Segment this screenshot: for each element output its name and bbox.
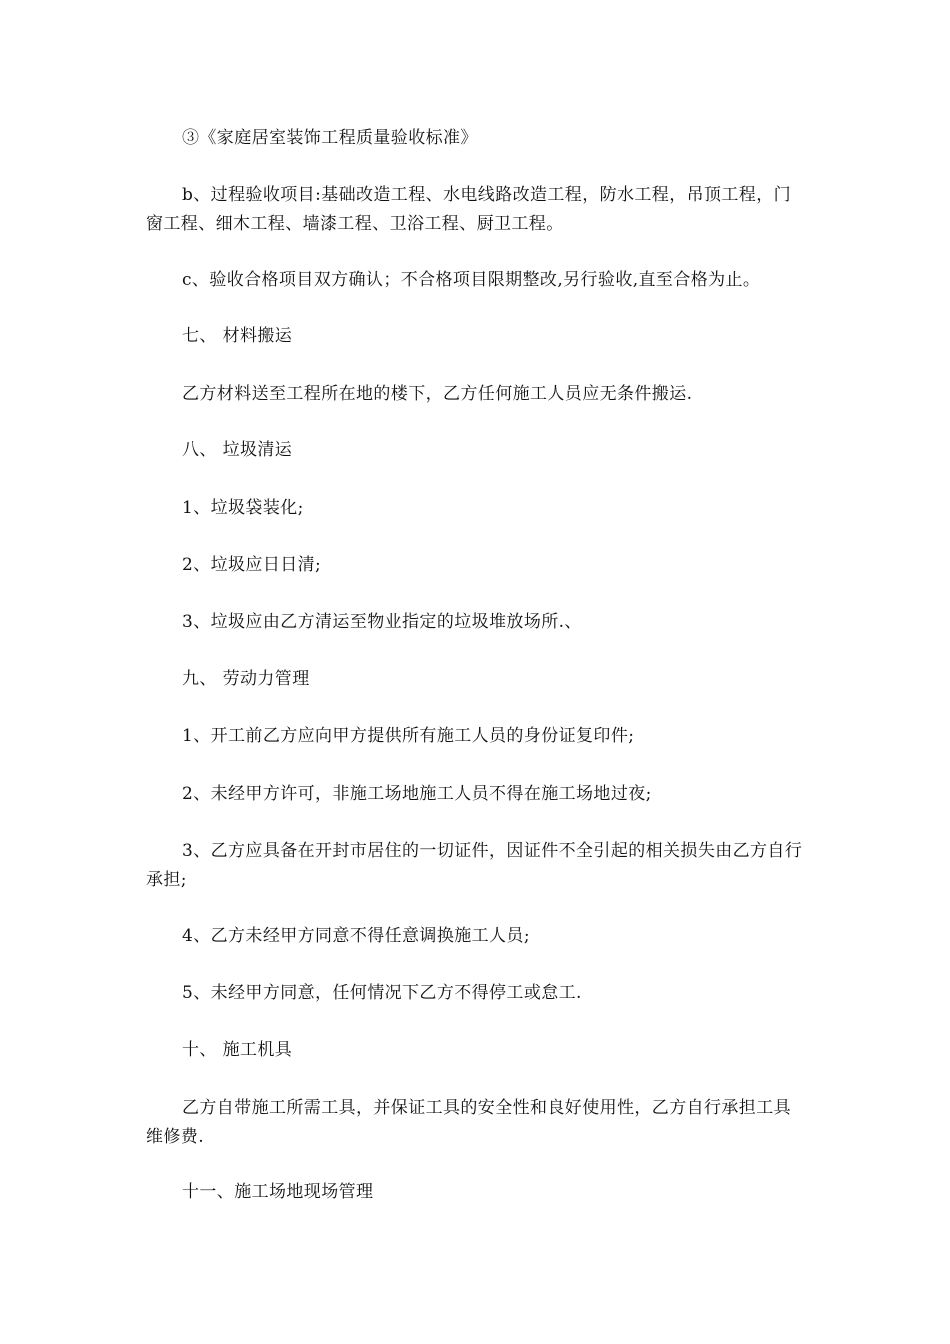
heading-material-transport: 七、 材料搬运 — [182, 326, 293, 346]
list-item-labor-1: 1、开工前乙方应向甲方提供所有施工人员的身份证复印件; — [182, 726, 635, 746]
list-item-labor-5: 5、未经甲方同意，任何情况下乙方不得停工或怠工. — [182, 983, 582, 1003]
heading-site-management: 十一、施工场地现场管理 — [182, 1182, 374, 1202]
paragraph-acceptance-confirmation: c、验收合格项目双方确认；不合格项目限期整改,另行验收,直至合格为止。 — [182, 270, 761, 290]
paragraph-standard-reference: ③《家庭居室装饰工程质量验收标准》 — [182, 128, 478, 148]
heading-waste-removal: 八、 垃圾清运 — [182, 440, 293, 460]
list-item-waste-2: 2、垃圾应日日清; — [182, 555, 322, 575]
list-item-labor-4: 4、乙方未经甲方同意不得任意调换施工人员; — [182, 926, 530, 946]
list-item-labor-2: 2、未经甲方许可，非施工场地施工人员不得在施工场地过夜; — [182, 784, 652, 804]
heading-construction-tools: 十、 施工机具 — [182, 1040, 293, 1060]
heading-labor-management: 九、 劳动力管理 — [182, 669, 310, 689]
list-item-waste-3: 3、垃圾应由乙方清运至物业指定的垃圾堆放场所.、 — [182, 612, 582, 632]
list-item-waste-1: 1、垃圾袋装化; — [182, 498, 304, 518]
paragraph-construction-tools: 乙方自带施工所需工具，并保证工具的安全性和良好使用性，乙方自行承担工具维修费. — [146, 1098, 791, 1147]
paragraph-material-transport: 乙方材料送至工程所在地的楼下，乙方任何施工人员应无条件搬运. — [182, 384, 693, 404]
paragraph-process-inspection-items: b、过程验收项目:基础改造工程、水电线路改造工程，防水工程，吊顶工程，门窗工程、细木工程、墙漆工程、卫浴工程、厨卫工程。 — [146, 185, 792, 234]
list-item-labor-3: 3、乙方应具备在开封市居住的一切证件，因证件不全引起的相关损失由乙方自行承担; — [146, 841, 803, 890]
